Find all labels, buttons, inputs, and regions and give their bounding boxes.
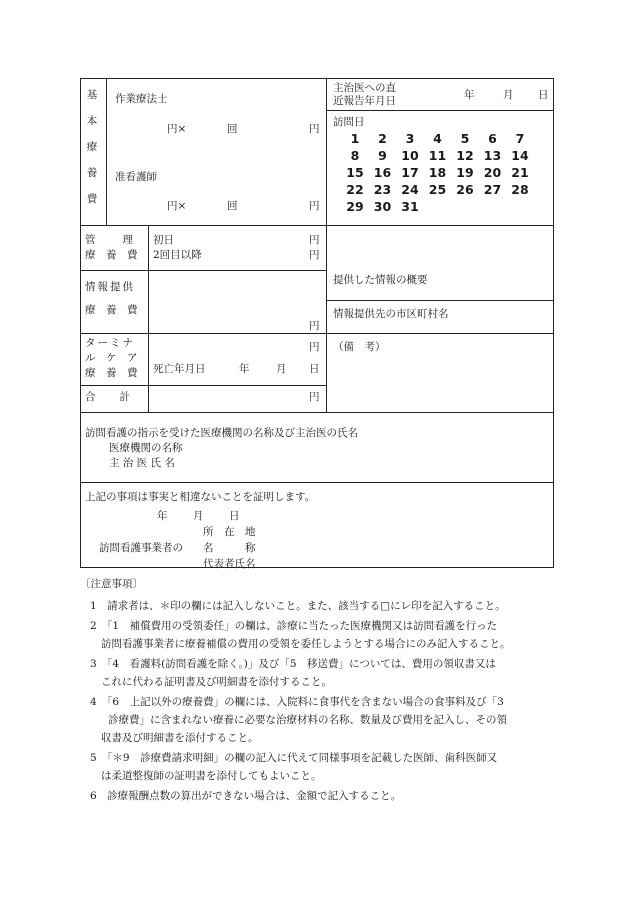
institution-name-label: 医療機関の名称 bbox=[109, 442, 183, 454]
report-day: 日 bbox=[538, 89, 549, 101]
terminal-care-label-3: 療 養 費 bbox=[85, 367, 138, 379]
info-provision-label: 情報提供 bbox=[85, 281, 135, 293]
note-line: は柔道整復師の証明書を添付してもよいこと。 bbox=[101, 770, 322, 782]
divider bbox=[81, 482, 553, 483]
label-char: 療 bbox=[86, 141, 98, 153]
note-line: 2 「1 補償費用の受領委任」の欄は、診療に当たった医療機関又は訪問看護を行った bbox=[90, 620, 498, 632]
ot-times: 回 bbox=[227, 123, 238, 135]
ot-yen: 円 bbox=[309, 123, 320, 135]
note-line: 5 「＊9 診療費請求明細」の欄の記入に代えて同様事項を記載した医師、歯科医師又 bbox=[90, 752, 498, 764]
divider bbox=[326, 110, 553, 111]
visit-day-18[interactable]: 18 bbox=[428, 165, 447, 180]
visit-day-17[interactable]: 17 bbox=[401, 165, 419, 180]
report-month: 月 bbox=[503, 89, 514, 101]
divider bbox=[106, 79, 107, 225]
visit-day-12[interactable]: 12 bbox=[456, 148, 474, 163]
note-line: 3 「4 看護料(訪問看護を除く。)」及び「5 移送費」については、費用の領収書又は bbox=[90, 658, 496, 670]
certification-statement: 上記の事項は事実と相違ないことを証明します。 bbox=[85, 491, 316, 503]
ot-unit-yen-times: 円× bbox=[167, 123, 187, 135]
terminal-care-label: ターミナ bbox=[85, 337, 135, 349]
visit-day-5[interactable]: 5 bbox=[460, 131, 470, 146]
occupational-therapist-label: 作業療法士 bbox=[115, 93, 168, 105]
divider bbox=[326, 300, 553, 301]
visit-day-29[interactable]: 29 bbox=[346, 199, 364, 214]
visit-day-9[interactable]: 9 bbox=[378, 148, 387, 163]
visit-day-21[interactable]: 21 bbox=[511, 165, 529, 180]
notes-title: 〔注意事項〕 bbox=[80, 578, 143, 590]
info-municipality-label: 情報提供先の市区町村名 bbox=[333, 308, 449, 320]
doctor-name-label: 主 治 医 氏 名 bbox=[109, 457, 175, 469]
visit-day-20[interactable]: 20 bbox=[483, 165, 502, 180]
visit-day-3[interactable]: 3 bbox=[405, 131, 415, 146]
visit-day-24[interactable]: 24 bbox=[401, 182, 419, 197]
recent-report-label-2: 近報告年月日 bbox=[333, 95, 396, 107]
visit-day-26[interactable]: 26 bbox=[456, 182, 474, 197]
nurse-times: 回 bbox=[227, 200, 238, 212]
first-day-yen: 円 bbox=[309, 234, 320, 246]
cert-year: 年 bbox=[157, 510, 168, 522]
management-label: 管 理 bbox=[85, 234, 135, 246]
visit-day-1[interactable]: 1 bbox=[350, 131, 360, 146]
remarks-label: （備 考） bbox=[333, 341, 386, 353]
claim-form-table bbox=[80, 78, 554, 568]
visit-day-25[interactable]: 25 bbox=[428, 182, 447, 197]
cert-month: 月 bbox=[193, 510, 204, 522]
address-label: 所 在 地 bbox=[203, 526, 256, 538]
note-line: 6 診療報酬点数の算出ができない場合は、金額で記入すること。 bbox=[90, 790, 402, 802]
management-label-2: 療 養 費 bbox=[85, 249, 138, 261]
death-year: 年 bbox=[239, 363, 250, 375]
divider bbox=[81, 270, 326, 271]
visit-day-2[interactable]: 2 bbox=[378, 131, 387, 146]
note-line: 4 「6 上記以外の療養費」の欄には、入院料に食事代を含まない場合の食事料及び「3 bbox=[90, 696, 504, 708]
visit-day-10[interactable]: 10 bbox=[401, 148, 419, 163]
visit-day-14[interactable]: 14 bbox=[511, 148, 529, 163]
info-provision-yen: 円 bbox=[309, 320, 320, 332]
terminal-yen: 円 bbox=[309, 341, 320, 353]
second-day-label: 2回目以降 bbox=[153, 249, 202, 261]
visit-day-31[interactable]: 31 bbox=[401, 199, 419, 214]
divider bbox=[326, 333, 553, 334]
info-summary-label: 提供した情報の概要 bbox=[333, 274, 428, 286]
recent-report-label: 主治医への直 bbox=[333, 82, 396, 94]
label-char: 本 bbox=[86, 115, 98, 127]
nurse-yen: 円 bbox=[309, 200, 320, 212]
notes-section bbox=[80, 577, 558, 802]
note-line: 1 請求者は、＊印の欄には記入しないこと。また、該当する□にレ印を記入すること。 bbox=[90, 600, 506, 612]
visit-day-8[interactable]: 8 bbox=[350, 148, 360, 163]
provider-name-label: 名 称 bbox=[203, 542, 256, 554]
visit-day-7[interactable]: 7 bbox=[515, 131, 525, 146]
divider bbox=[81, 385, 326, 386]
visit-day-4[interactable]: 4 bbox=[433, 131, 442, 146]
report-year: 年 bbox=[464, 89, 475, 101]
visit-days-label: 訪問日 bbox=[333, 116, 365, 128]
provider-label: 訪問看護事業者の bbox=[99, 542, 183, 554]
divider bbox=[81, 225, 553, 226]
visit-day-30[interactable]: 30 bbox=[373, 199, 392, 214]
divider bbox=[81, 333, 326, 334]
note-line: 収書及び明細書を添付すること。 bbox=[101, 732, 259, 744]
visit-day-27[interactable]: 27 bbox=[483, 182, 502, 197]
basic-cost-label bbox=[86, 86, 98, 209]
death-day: 日 bbox=[309, 363, 320, 375]
nurse-unit-yen-times: 円× bbox=[167, 200, 187, 212]
info-provision-label-2: 療 養 費 bbox=[85, 304, 138, 316]
divider bbox=[148, 225, 149, 412]
divider bbox=[81, 412, 553, 413]
visit-day-22[interactable]: 22 bbox=[346, 182, 364, 197]
visit-day-6[interactable]: 6 bbox=[488, 131, 497, 146]
visit-day-16[interactable]: 16 bbox=[373, 165, 392, 180]
death-date-label: 死亡年月日 bbox=[153, 363, 206, 375]
representative-label: 代表者氏名 bbox=[203, 558, 256, 570]
label-char: 基 bbox=[86, 89, 98, 101]
divider bbox=[326, 79, 327, 412]
label-char: 費 bbox=[86, 193, 98, 205]
institution-heading: 訪問看護の指示を受けた医療機関の名称及び主治医の氏名 bbox=[85, 427, 358, 439]
visit-day-19[interactable]: 19 bbox=[456, 165, 474, 180]
note-line: 訪問看護事業者に療養補償の費用の受領を委任しようとする場合にのみ記入すること。 bbox=[101, 638, 511, 650]
assistant-nurse-label: 准看護師 bbox=[115, 171, 157, 183]
first-day-label: 初日 bbox=[153, 234, 174, 246]
label-char: 養 bbox=[86, 167, 98, 179]
terminal-care-label-2: ル ケ ア bbox=[85, 352, 138, 364]
note-line: これに代わる証明書及び明細書を添付すること。 bbox=[101, 676, 332, 688]
note-line: 診療費」に含まれない療養に必要な治療材料の名称、数量及び費用を記入し、その領 bbox=[108, 714, 507, 726]
visit-day-23[interactable]: 23 bbox=[373, 182, 392, 197]
visit-day-11[interactable]: 11 bbox=[428, 148, 447, 163]
visit-day-28[interactable]: 28 bbox=[511, 182, 529, 197]
second-day-yen: 円 bbox=[309, 249, 320, 261]
total-yen: 円 bbox=[309, 391, 320, 403]
total-label: 合 計 bbox=[85, 391, 131, 403]
cert-day: 日 bbox=[229, 510, 240, 522]
death-month: 月 bbox=[276, 363, 287, 375]
visit-day-15[interactable]: 15 bbox=[346, 165, 364, 180]
visit-day-13[interactable]: 13 bbox=[483, 148, 502, 163]
